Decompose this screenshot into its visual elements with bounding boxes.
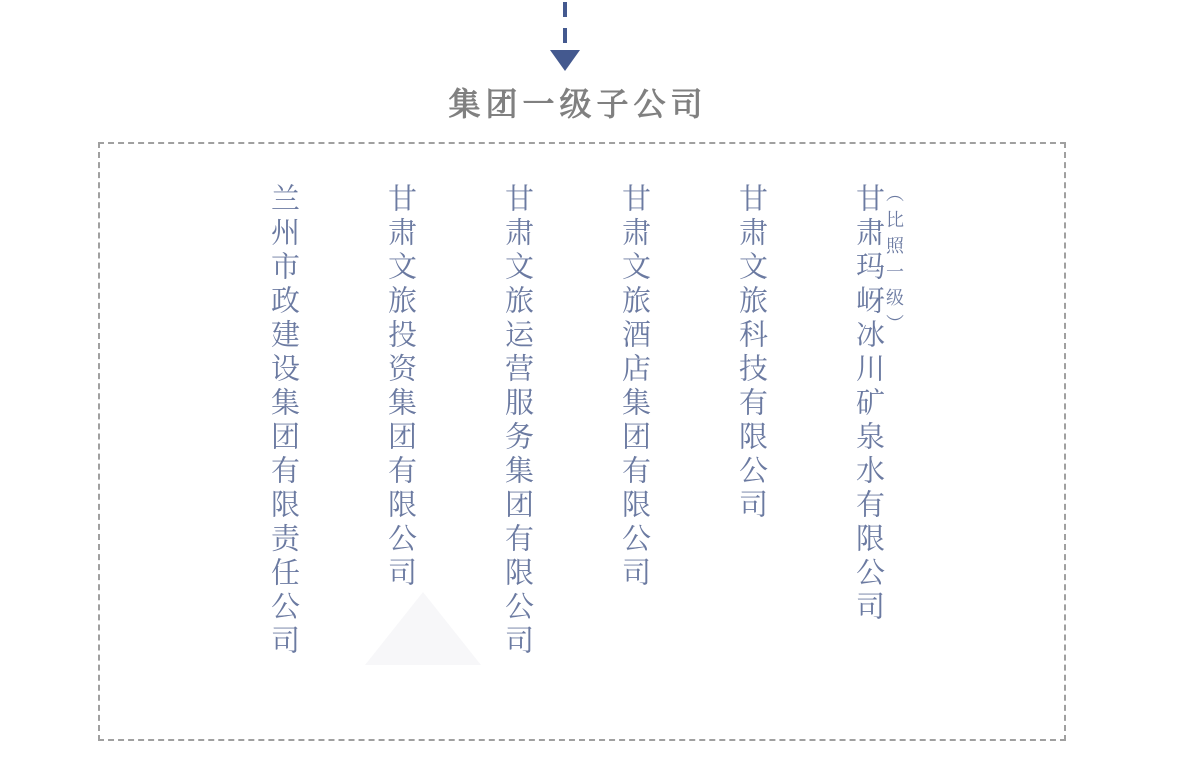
company-list [268, 183, 903, 659]
company-name: 兰州市政建设集团有限责任公司 [267, 183, 299, 659]
company-column [736, 183, 765, 523]
arrow-down-icon [550, 50, 580, 71]
company-name: 甘肃玛岈冰川矿泉水有限公司 [852, 183, 884, 625]
company-name: 甘肃文旅科技有限公司 [735, 183, 767, 523]
connector-arrow [549, 0, 581, 71]
company-name: 甘肃文旅运营服务集团有限公司 [501, 183, 533, 659]
company-column [385, 183, 414, 591]
company-name: 甘肃文旅投资集团有限公司 [384, 183, 416, 591]
company-column [619, 183, 648, 591]
company-column [268, 183, 297, 659]
connector-dash [563, 28, 567, 43]
company-column [853, 183, 903, 625]
subsidiaries-box [98, 142, 1066, 741]
company-name: 甘肃文旅酒店集团有限公司 [618, 183, 650, 591]
connector-dash [563, 2, 567, 17]
section-title: 集团一级子公司 [448, 86, 708, 122]
company-annotation: （比照一级） [884, 184, 904, 340]
company-column [502, 183, 531, 659]
